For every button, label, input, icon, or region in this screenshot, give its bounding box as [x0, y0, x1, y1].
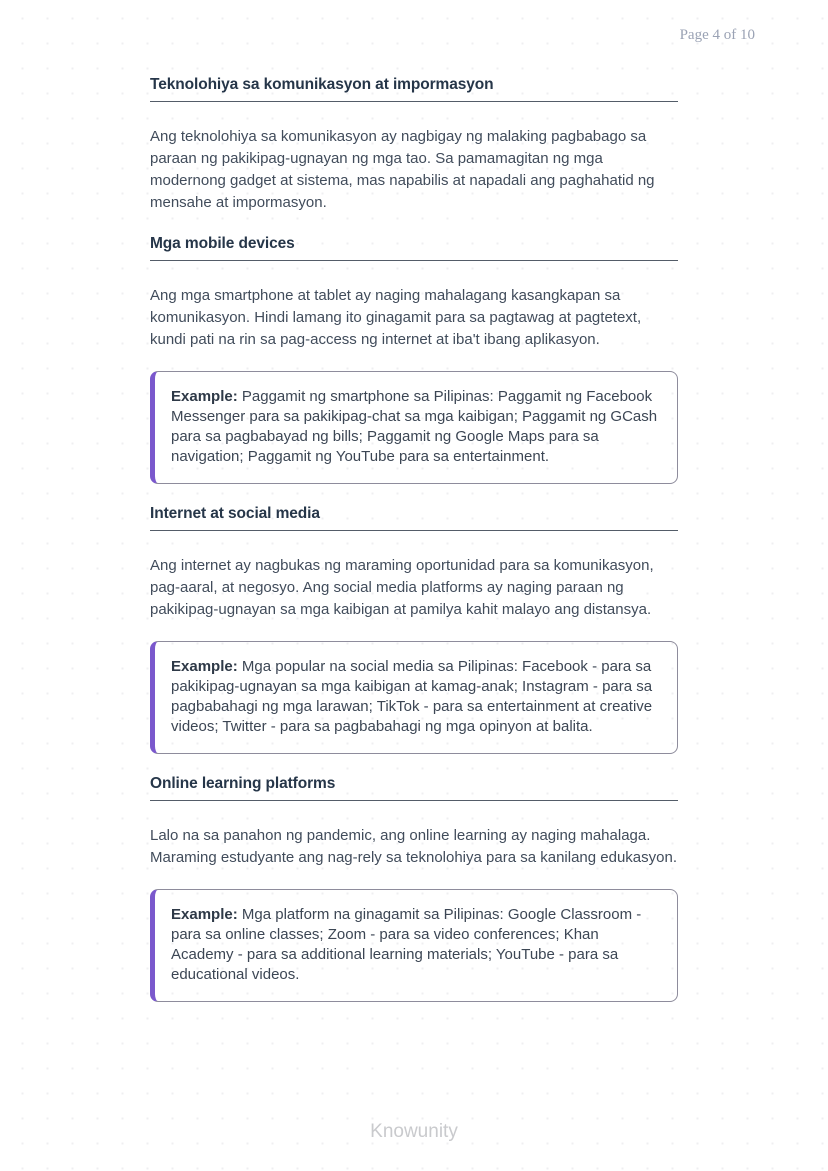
example-box	[150, 889, 678, 1002]
example-text: Mga platform na ginagamit sa Pilipinas: Google Classroom - para sa online classes; Zoom - para sa video conferences; Khan Academy - para sa additional learning materials; YouTube - para sa educational videos.	[171, 906, 642, 983]
section-paragraph: Lalo na sa panahon ng pandemic, ang online learning ay naging mahalaga. Maraming estudyante ang nag-rely sa teknolohiya para sa kanilang edukasyon.	[150, 827, 677, 866]
example-label: Example:	[171, 906, 238, 923]
knowunity-watermark: Knowunity	[370, 1121, 458, 1142]
example-box	[150, 371, 678, 484]
document-content	[150, 0, 678, 1002]
example-text: Paggamit ng smartphone sa Pilipinas: Paggamit ng Facebook Messenger para sa pakikipag-chat sa mga kaibigan; Paggamit ng GCash para sa pagbabayad ng bills; Paggamit ng Google Maps para sa navigation; Paggamit ng YouTube para sa entertainment.	[171, 388, 658, 465]
section-heading-internet-social-media: Internet at social media	[150, 506, 678, 531]
example-text: Mga popular na social media sa Pilipinas: Facebook - para sa pakikipag-ugnayan sa mga kaibigan at kamag-anak; Instagram - para sa pagbabahagi ng mga larawan; TikTok - para sa entertainment at creative videos; Twitter - para sa pagbabahagi ng mga opinyon at balita.	[171, 658, 653, 735]
page-number: Page 4 of 10	[679, 27, 755, 43]
section-heading-teknolohiya: Teknolohiya sa komunikasyon at impormasyon	[150, 77, 678, 102]
example-label: Example:	[171, 388, 238, 405]
section-paragraph: Ang teknolohiya sa komunikasyon ay nagbigay ng malaking pagbabago sa paraan ng pakikipag-ugnayan ng mga tao. Sa pamamagitan ng mga modernong gadget at sistema, mas napabilis at napadali ang paghahatid ng mensahe at impormasyon.	[150, 128, 655, 211]
section-paragraph: Ang mga smartphone at tablet ay naging mahalagang kasangkapan sa komunikasyon. Hindi lamang ito ginagamit para sa pagtawag at pagtetext, kundi pati na rin sa pag-access ng internet at iba't ibang aplikasyon.	[150, 287, 642, 348]
section-heading-mobile-devices: Mga mobile devices	[150, 236, 678, 261]
section-paragraph: Ang internet ay nagbukas ng maraming oportunidad para sa komunikasyon, pag-aaral, at negosyo. Ang social media platforms ay naging paraan ng pakikipag-ugnayan sa mga kaibigan at pamilya kahit malayo ang distansya.	[150, 557, 654, 618]
example-label: Example:	[171, 658, 238, 675]
example-box	[150, 641, 678, 754]
section-heading-online-learning: Online learning platforms	[150, 776, 678, 801]
